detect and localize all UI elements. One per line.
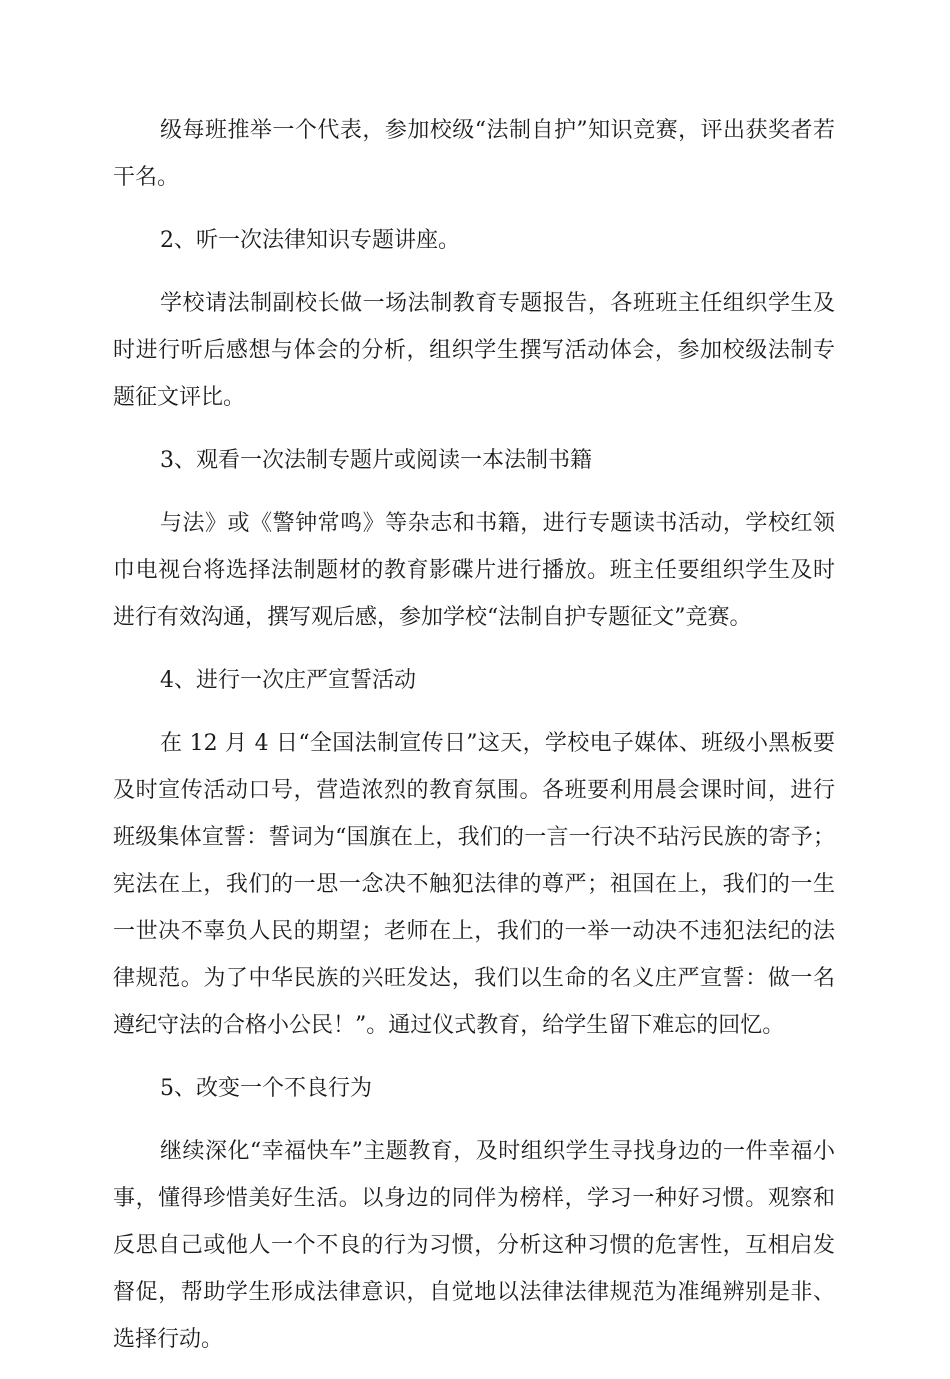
paragraph-film-reading: 与法》或《警钟常鸣》等杂志和书籍，进行专题读书活动，学校红领巾电视台将选择法制题材的教育影碟片进行播放。班主任要组织学生及时进行有效沟通，撰写观后感，参加学校“法制自护专题征文”竞赛。 <box>113 511 835 630</box>
paragraph-bad-behavior: 继续深化“幸福快车”主题教育，及时组织学生寻找身边的一件幸福小事，懂得珍惜美好生活。以身边的同伴为榜样，学习一种好习惯。观察和反思自己或他人一个不良的行为习惯，分析这种习惯的危害性，互相启发督促，帮助学生形成法律意识，自觉地以法律法律规范为准绳辨别是非、选择行动。 <box>113 1139 835 1352</box>
heading-oath: 4、进行一次庄严宣誓活动 <box>160 668 416 693</box>
paragraph-competition: 级每班推举一个代表，参加校级“法制自护”知识竞赛，评出获奖者若干名。 <box>113 118 835 190</box>
paragraph-oath: 在 12 月 4 日“全国法制宣传日”这天，学校电子媒体、班级小黑板要及时宣传活动口号，营造浓烈的教育氛围。各班要利用晨会课时间，进行班级集体宣誓：誓词为“国旗在上，我们的一言一行决不玷污民族的寄予；宪法在上，我们的一思一念决不触犯法律的尊严；祖国在上，我们的一生一世决不辜负人民的期望；老师在上，我们的一举一动决不违犯法纪的法律规范。为了中华民族的兴旺发达，我们以生命的名义庄严宣誓：做一名遵纪守法的合格小公民！”。通过仪式教育，给学生留下难忘的回忆。 <box>113 731 835 1038</box>
heading-film-reading: 3、观看一次法制专题片或阅读一本法制书籍 <box>160 448 592 473</box>
heading-bad-behavior: 5、改变一个不良行为 <box>160 1076 372 1101</box>
paragraph-lecture: 学校请法制副校长做一场法制教育专题报告，各班班主任组织学生及时进行听后感想与体会的分析，组织学生撰写活动体会，参加校级法制专题征文评比。 <box>113 291 835 410</box>
heading-lecture: 2、听一次法律知识专题讲座。 <box>160 228 460 253</box>
document-body <box>113 107 835 1379</box>
